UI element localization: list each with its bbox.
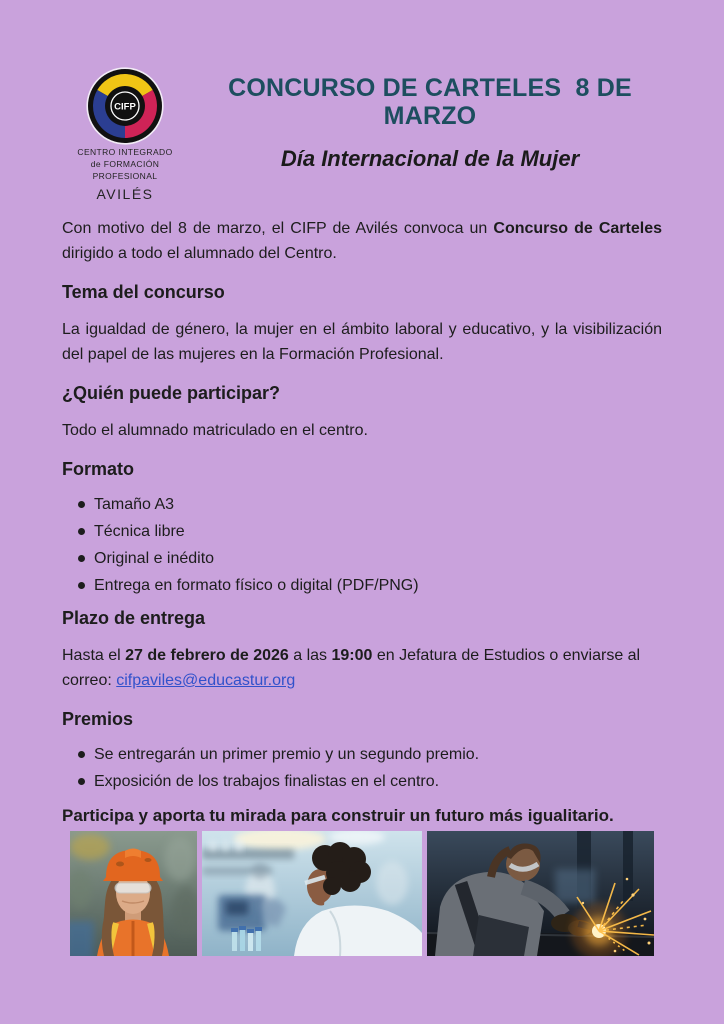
bullet-icon (78, 501, 85, 508)
tema-paragraph: La igualdad de género, la mujer en el ámbito laboral y educativo, y la visibilización del papel de las mujeres en la Formación Profesional. (62, 321, 662, 363)
plazo-date: 27 de febrero de 2026 (125, 647, 289, 664)
cifp-logo (58, 66, 192, 202)
intro-paragraph (62, 216, 662, 266)
intro-run1: Con motivo del 8 de marzo, el CIFP de Avilés convoca un (62, 220, 494, 237)
premios-list (62, 741, 662, 795)
list-item (78, 491, 662, 518)
bullet-icon (78, 751, 85, 758)
page-subtitle: Día Internacional de la Mujer (280, 146, 580, 171)
plazo-run3: en Jefatura de Estudios o enviarse al correo: (62, 647, 641, 689)
list-item (78, 545, 662, 572)
list-item (78, 768, 662, 795)
logo-city: AVILÉS (96, 186, 154, 202)
closing-line: Participa y aporta tu mirada para construir un futuro más igualitario. (62, 806, 614, 825)
heading-premios: Premios (62, 709, 134, 729)
formato-item-1: Técnica libre (94, 523, 185, 540)
bullet-icon (78, 555, 85, 562)
quien-paragraph: Todo el alumnado matriculado en el centro. (62, 422, 368, 439)
list-item (78, 518, 662, 545)
heading-tema: Tema del concurso (62, 282, 225, 302)
formato-item-2: Original e inédito (94, 550, 215, 567)
lab-scientist-photo (202, 831, 422, 956)
email-link[interactable]: cifpaviles@educastur.org (116, 672, 296, 689)
bullet-icon (78, 582, 85, 589)
formato-item-3: Entrega en formato físico o digital (PDF/PNG) (94, 577, 419, 594)
content (0, 216, 724, 956)
page-title: CONCURSO DE CARTELES 8 DE MARZO (228, 74, 640, 130)
logo-acronym: CIFP (114, 101, 136, 113)
heading-quien: ¿Quién puede participar? (62, 383, 281, 403)
photo-strip (70, 831, 662, 956)
premios-item-1: Exposición de los trabajos finalistas en el centro. (94, 773, 440, 790)
welder-photo (427, 831, 654, 956)
plazo-run1: Hasta el (62, 647, 126, 664)
logo-line1: CENTRO INTEGRADO (77, 147, 173, 157)
formato-item-0: Tamaño A3 (94, 496, 175, 513)
heading-formato: Formato (62, 459, 134, 479)
intro-bold: Concurso de Carteles (493, 220, 662, 237)
list-item (78, 572, 662, 599)
logo-line2: de FORMACIÓN PROFESIONAL (90, 159, 160, 181)
bullet-icon (78, 528, 85, 535)
construction-worker-photo (70, 831, 197, 956)
list-item (78, 741, 662, 768)
header (0, 0, 724, 202)
intro-run2: dirigido a todo el alumnado del Centro. (62, 245, 337, 262)
heading-plazo: Plazo de entrega (62, 608, 206, 628)
plazo-time: 19:00 (331, 647, 373, 664)
cifp-logo-icon (85, 66, 165, 146)
formato-list (62, 491, 662, 599)
premios-item-0: Se entregarán un primer premio y un segundo premio. (94, 746, 480, 763)
plazo-run2: a las (288, 647, 332, 664)
bullet-icon (78, 778, 85, 785)
title-block (192, 66, 668, 202)
plazo-paragraph (62, 643, 662, 693)
